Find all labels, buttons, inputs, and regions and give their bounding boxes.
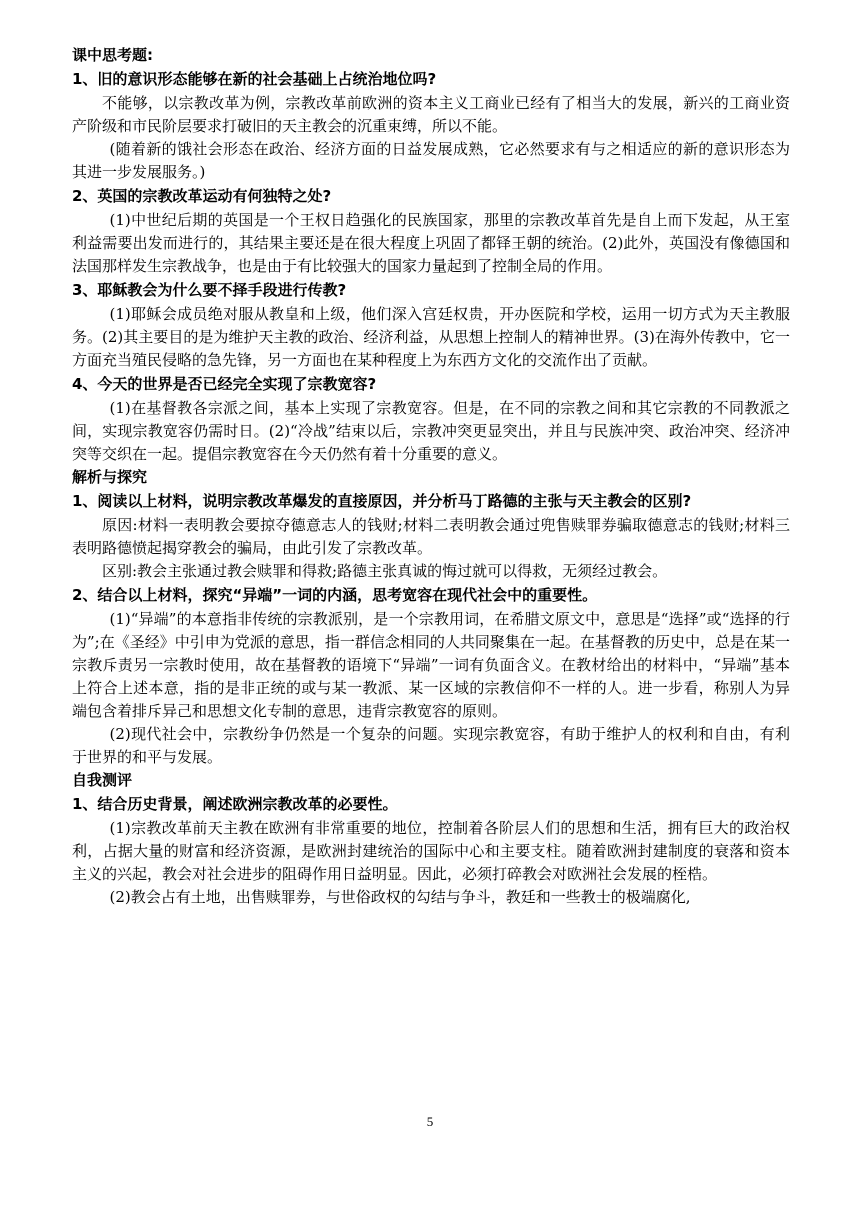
section-title-self-test: 自我测评 [72,771,133,789]
analysis-1-title: 1、阅读以上材料，说明宗教改革爆发的直接原因，并分析马丁路德的主张与天主教会的区别? [72,492,692,510]
question-4-title: 4、今天的世界是否已经完全实现了宗教宽容? [72,375,377,393]
document-page [72,44,790,909]
question-1-answer-p2: (随着新的饿社会形态在政治、经济方面的日益发展成熟，它必然要求有与之相适应的新的意识形态为其进一步发展服务。) [72,140,790,181]
analysis-2-answer-p1: (1)“异端”的本意指非传统的宗教派别，是一个宗教用词，在希腊文原文中，意思是“选择”或“选择的行为”;在《圣经》中引申为党派的意思，指一群信念相同的人共同聚集在一起。在基督教的历史中，总是在某一宗教斥责另一宗教时使用，故在基督教的语境下“异端”一词有负面含义。在教材给出的材料中，“异端”基本上符合上述本意，指的是非正统的或与某一教派、某一区域的宗教信仰不一样的人。进一步看，称别人为异端包含着排斥异己和思想文化专制的意思，违背宗教宽容的原则。 [72,610,790,720]
self-test-1-answer-p1: (1)宗教改革前天主教在欧洲有非常重要的地位，控制着各阶层人们的思想和生活，拥有巨大的政治权利，占据大量的财富和经济资源，是欧洲封建统治的国际中心和主要支柱。随着欧洲封建制度的衰落和资本主义的兴起，教会对社会进步的阻碍作用日益明显。因此，必须打碎教会对欧洲社会发展的桎梏。 [72,819,790,883]
question-4-answer-p1: (1)在基督教各宗派之间，基本上实现了宗教宽容。但是，在不同的宗教之间和其它宗教的不同教派之间，实现宗教宽容仍需时日。(2)“冷战”结束以后，宗教冲突更显突出，并且与民族冲突、政治冲突、经济冲突等交织在一起。提倡宗教宽容在今天仍然有着十分重要的意义。 [72,399,790,463]
question-3-title: 3、耶稣教会为什么要不择手段进行传教? [72,281,347,299]
section-title-in-class-questions: 课中思考题: [72,46,153,64]
analysis-1-answer-p2: 区别:教会主张通过教会赎罪和得救;路德主张真诚的悔过就可以得救，无须经过教会。 [102,562,668,580]
question-1-title: 1、旧的意识形态能够在新的社会基础上占统治地位吗? [72,70,437,88]
question-3-answer-p1: (1)耶稣会成员绝对服从教皇和上级，他们深入宫廷权贵，开办医院和学校，运用一切方式为天主教服务。(2)其主要目的是为维护天主教的政治、经济利益，从思想上控制人的精神世界。(3)在海外传教中，它一方面充当殖民侵略的急先锋，另一方面也在某种程度上为东西方文化的交流作出了贡献。 [72,305,790,369]
self-test-1-title: 1、结合历史背景，阐述欧洲宗教改革的必要性。 [72,795,398,813]
section-title-analysis: 解析与探究 [72,468,148,486]
question-1-answer-p1: 不能够，以宗教改革为例，宗教改革前欧洲的资本主义工商业已经有了相当大的发展，新兴的工商业资产阶级和市民阶层要求打破旧的天主教会的沉重束缚，所以不能。 [72,94,790,135]
self-test-1-answer-p2: (2)教会占有土地，出售赎罪券，与世俗政权的勾结与争斗，教廷和一些教士的极端腐化, [109,888,691,906]
analysis-2-answer-p2: (2)现代社会中，宗教纷争仍然是一个复杂的问题。实现宗教宽容，有助于维护人的权利和自由，有利于世界的和平与发展。 [72,725,790,766]
analysis-2-title: 2、结合以上材料，探究“异端”一词的内涵，思考宽容在现代社会中的重要性。 [72,586,598,604]
question-2-answer-p1: (1)中世纪后期的英国是一个王权日趋强化的民族国家，那里的宗教改革首先是自上而下发起，从王室利益需要出发而进行的，其结果主要还是在很大程度上巩固了都铎王朝的统治。(2)此外，英国没有像德国和法国那样发生宗教战争，也是由于有比较强大的国家力量起到了控制全局的作用。 [72,211,790,275]
question-2-title: 2、英国的宗教改革运动有何独特之处? [72,187,332,205]
analysis-1-answer-p1: 原因:材料一表明教会要掠夺德意志人的钱财;材料二表明教会通过兜售赎罪券骗取德意志的钱财;材料三表明路德愤起揭穿教会的骗局，由此引发了宗教改革。 [72,516,790,557]
page-number: 5 [426,1114,434,1129]
